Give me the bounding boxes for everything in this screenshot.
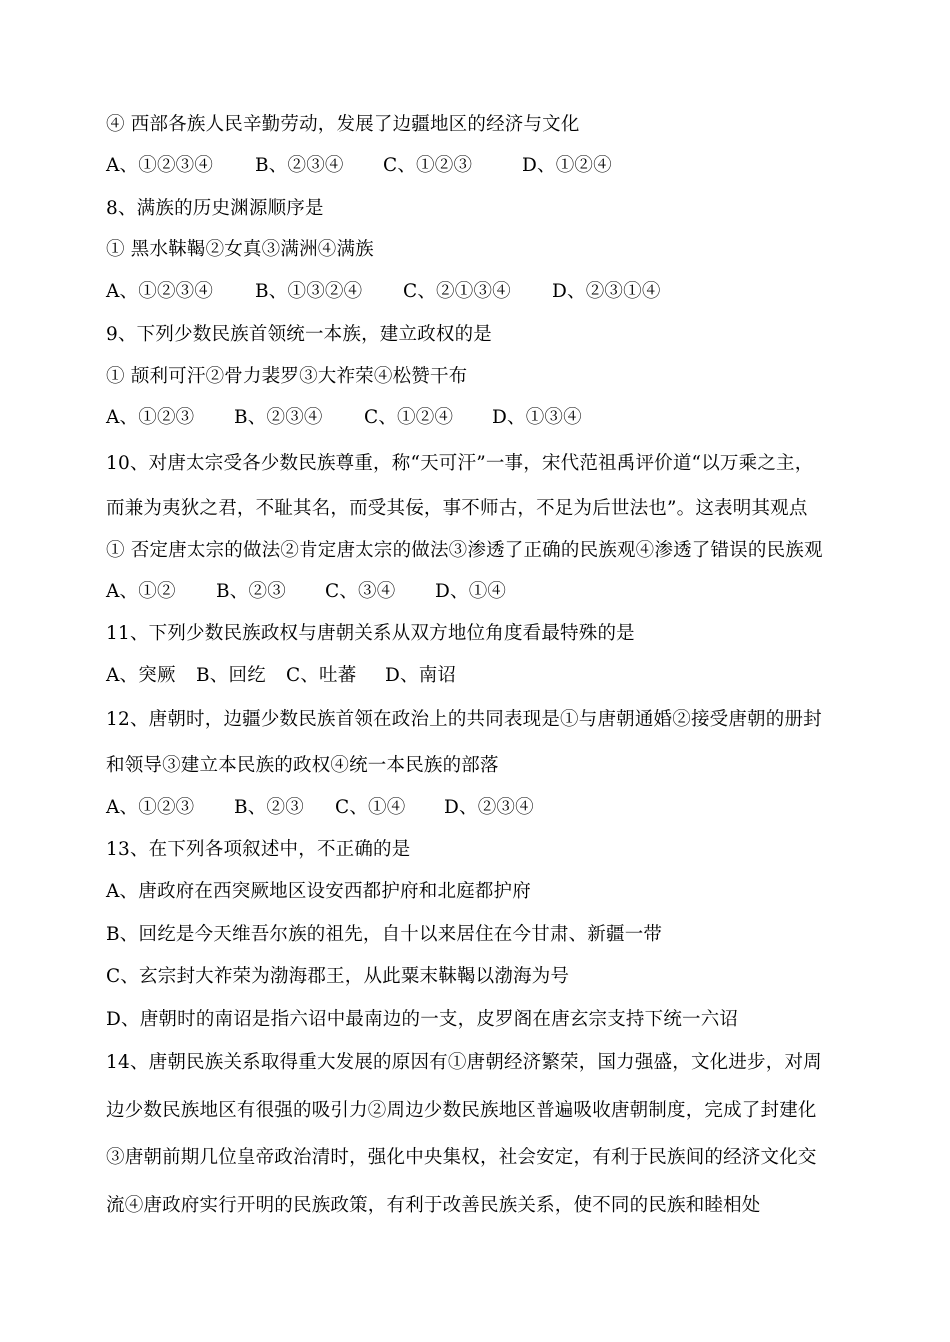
question-11: 11、下列少数民族政权与唐朝关系从双方地位角度看最特殊的是	[106, 623, 635, 644]
options-row-q9	[106, 406, 582, 430]
option-a: A、①②③	[106, 797, 195, 818]
option-c: C、①②④	[364, 407, 454, 428]
text-line: 而兼为夷狄之君，不耻其名，而受其佞，事不师古，不足为后世法也”。这表明其观点	[106, 498, 808, 519]
question-12: 12、唐朝时，边疆少数民族首领在政治上的共同表现是①与唐朝通婚②接受唐朝的册封	[106, 709, 822, 730]
option-a-text: A、唐政府在西突厥地区设安西都护府和北庭都护府	[106, 881, 531, 902]
text-line: ① 颉利可汗②骨力裴罗③大祚荣④松赞干布	[106, 366, 468, 387]
option-d: D、①④	[435, 581, 507, 602]
option-d: D、①③④	[492, 407, 582, 428]
option-d: D、②③④	[444, 797, 534, 818]
option-c: C、①②③	[383, 155, 473, 176]
text-line: ① 否定唐太宗的做法②肯定唐太宗的做法③渗透了正确的民族观④渗透了错误的民族观	[106, 540, 823, 561]
text-line: ④ 西部各族人民辛勤劳动，发展了边疆地区的经济与文化	[106, 114, 580, 135]
option-b: B、①③②④	[255, 281, 363, 302]
option-b: B、②③④	[234, 407, 323, 428]
option-d: D、②③①④	[552, 281, 661, 302]
option-c: C、吐蕃	[286, 665, 357, 686]
option-c: C、①④	[335, 797, 406, 818]
text-line: 和领导③建立本民族的政权④统一本民族的部落	[106, 755, 499, 776]
option-b: B、②③④	[255, 155, 344, 176]
option-d: D、南诏	[385, 665, 457, 686]
text-line: ① 黑水靺鞨②女真③满洲④满族	[106, 239, 374, 260]
options-row-q11	[106, 664, 456, 688]
options-row-q8	[106, 280, 661, 304]
question-9: 9、下列少数民族首领统一本族，建立政权的是	[106, 324, 492, 345]
options-row-q12	[106, 796, 534, 820]
option-b-text: B、回纥是今天维吾尔族的祖先，自十以来居住在今甘肃、新疆一带	[106, 924, 663, 945]
option-b: B、回纥	[196, 665, 266, 686]
options-row-q10	[106, 580, 506, 604]
option-a: A、①②③	[106, 407, 195, 428]
option-d: D、①②④	[522, 155, 612, 176]
text-line: 流④唐政府实行开明的民族政策，有利于改善民族关系，使不同的民族和睦相处	[106, 1195, 761, 1216]
question-14: 14、唐朝民族关系取得重大发展的原因有①唐朝经济繁荣，国力强盛，文化进步，对周	[106, 1052, 822, 1073]
option-a: A、①②③④	[106, 155, 214, 176]
question-8: 8、满族的历史渊源顺序是	[106, 198, 324, 219]
option-b: B、②③	[216, 581, 286, 602]
option-d-text: D、唐朝时的南诏是指六诏中最南边的一支，皮罗阁在唐玄宗支持下统一六诏	[106, 1009, 739, 1030]
text-line: ③唐朝前期几位皇帝政治清时，强化中央集权，社会安定，有利于民族间的经济文化交	[106, 1147, 817, 1168]
option-a: A、①②③④	[106, 281, 214, 302]
option-c: C、③④	[325, 581, 396, 602]
option-c-text: C、玄宗封大祚荣为渤海郡王，从此粟末靺鞨以渤海为号	[106, 966, 570, 987]
option-c: C、②①③④	[403, 281, 511, 302]
option-b: B、②③	[234, 797, 304, 818]
option-a: A、突厥	[106, 665, 176, 686]
question-10: 10、对唐太宗受各少数民族尊重，称“天可汗”一事，宋代范祖禹评价道“以万乘之主，	[106, 453, 814, 474]
text-line: 边少数民族地区有很强的吸引力②周边少数民族地区普遍吸收唐朝制度，完成了封建化	[106, 1100, 817, 1121]
question-13: 13、在下列各项叙述中，不正确的是	[106, 839, 411, 860]
options-row-q7	[106, 154, 612, 178]
option-a: A、①②	[106, 581, 176, 602]
